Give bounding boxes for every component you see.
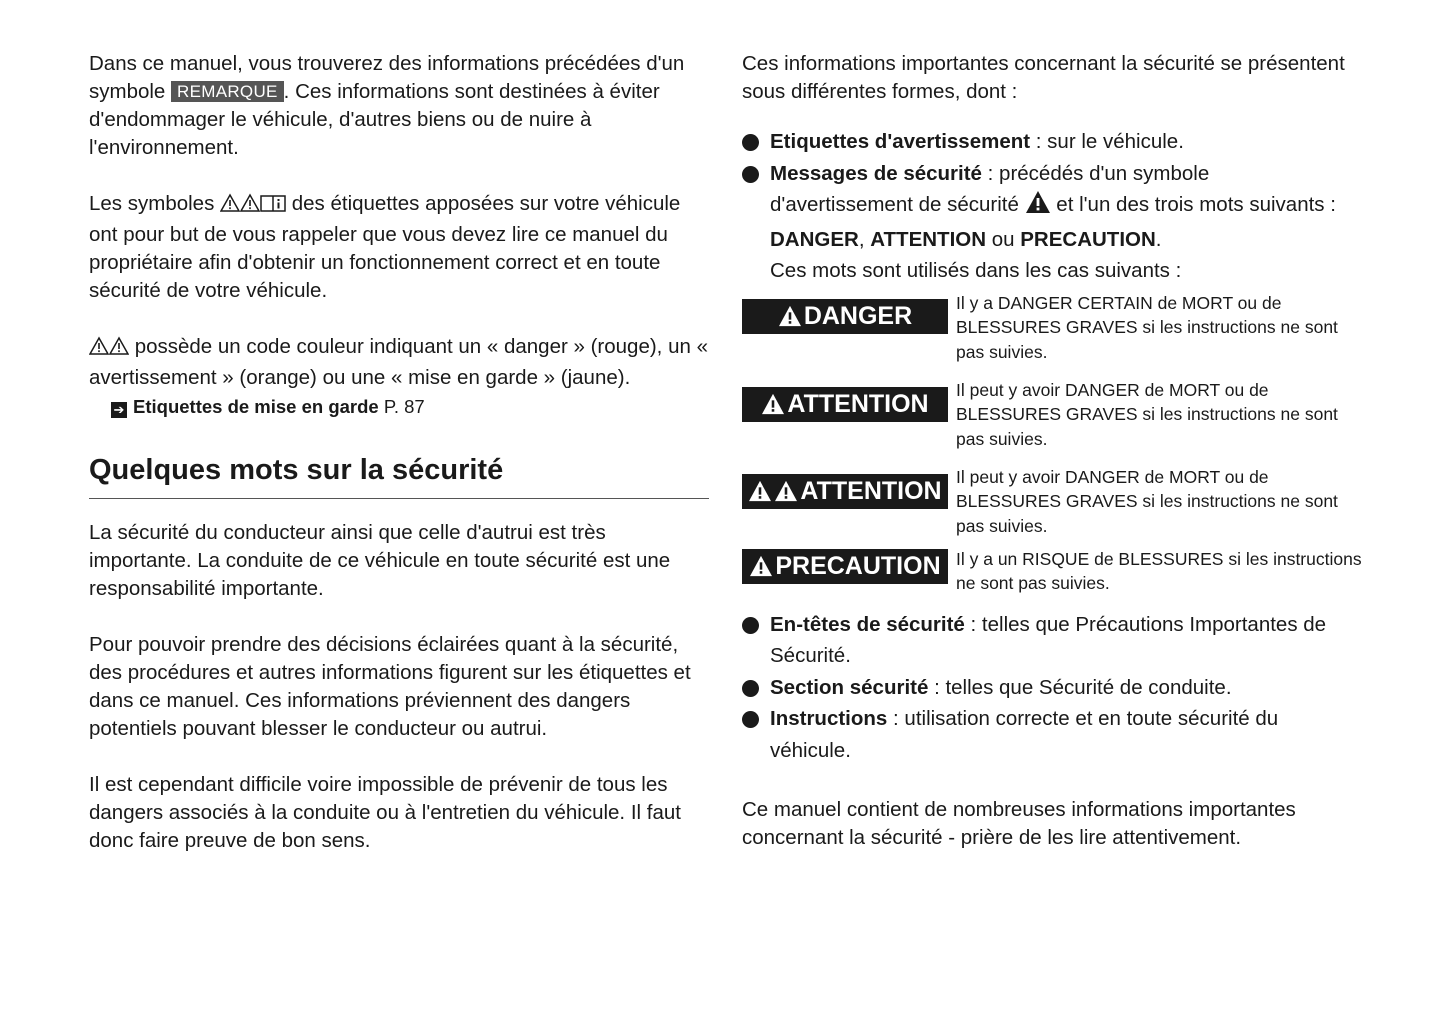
- list-item: [742, 672, 1362, 704]
- list-item-bold: Etiquettes d'avertissement: [770, 130, 1031, 153]
- xref-label[interactable]: Etiquettes de mise en garde: [133, 396, 379, 417]
- signal-description: Il peut y avoir DANGER de MORT ou de BLESSURES GRAVES si les instructions ne sont pas suivies.: [956, 379, 1338, 449]
- right-column: [742, 50, 1362, 852]
- paragraph-symbols: [89, 190, 709, 305]
- warning-outline-icon: [220, 193, 240, 221]
- section-heading: Quelques mots sur la sécurité: [89, 450, 709, 499]
- separator: .: [1155, 227, 1162, 251]
- list-item-bold: Section sécurité: [770, 675, 929, 699]
- p3-text: possède un code couleur indiquant un « danger » (rouge), un « avertissement » (orange) ou une « mise en garde » (jaune).: [89, 335, 708, 389]
- list-item-continuation: [742, 224, 1362, 256]
- cross-reference-link[interactable]: [111, 394, 709, 420]
- list-item-text: Ces mots sont utilisés dans les cas suivants :: [770, 259, 1182, 282]
- word-danger: DANGER: [770, 227, 859, 251]
- list-item: [742, 158, 1362, 190]
- signal-description: Il peut y avoir DANGER de MORT ou de BLESSURES GRAVES si les instructions ne sont pas suivies.: [956, 466, 1338, 536]
- paragraph-common-sense: Il est cependant difficile voire impossible de prévenir de tous les dangers associés à la conduite ou à l'entretien du véhicule. Il faut donc faire preuve de bon sens.: [89, 773, 681, 852]
- list-item-continuation: [742, 189, 1362, 224]
- precaution-signal-label: [742, 549, 948, 584]
- list-item: [742, 609, 1362, 672]
- attention-signal-label: [742, 387, 948, 422]
- signal-label-text: ATTENTION: [787, 389, 929, 418]
- signal-label-text: PRECAUTION: [775, 551, 941, 580]
- warning-icon: [748, 480, 772, 502]
- paragraph-remarque: [89, 50, 709, 162]
- list-item: [742, 703, 1362, 766]
- warning-outline-icon: [109, 336, 129, 364]
- list-item-bold: Instructions: [770, 707, 888, 730]
- safety-forms-list: [742, 126, 1362, 287]
- separator: ou: [986, 227, 1021, 251]
- list-item: [742, 126, 1362, 158]
- warning-outline-icon: [89, 336, 109, 364]
- paragraph-color-code: [89, 333, 709, 392]
- remarque-badge: REMARQUE: [171, 81, 284, 102]
- list-item-text: : précédés d'un symbole: [981, 161, 1210, 185]
- list-item-text: : utilisation correcte et en toute sécurité du véhicule.: [770, 707, 1279, 762]
- manual-book-icon: [260, 193, 286, 221]
- paragraph-outro: Ce manuel contient de nombreuses informations importantes concernant la sécurité - prière de les lire attentivement.: [742, 798, 1296, 849]
- warning-icon: [774, 480, 798, 502]
- paragraph-intro: Ces informations importantes concernant la sécurité se présentent sous différentes formes, dont :: [742, 52, 1345, 103]
- p2-text-after: des étiquettes apposées sur votre véhicule ont pour but de vous rappeler que vous devez lire ce manuel du propriétaire afin d'obtenir un fonctionnement correct et en toute sécurité de votre véhicule.: [89, 192, 681, 302]
- list-item-bold: En-têtes de sécurité: [770, 612, 965, 636]
- list-item-text: d'avertissement de sécurité: [770, 193, 1025, 216]
- signal-label-text: DANGER: [803, 301, 913, 330]
- separator: ,: [858, 227, 871, 251]
- list-item-text: et l'un des trois mots suivants :: [1050, 193, 1336, 216]
- warning-icon: [749, 555, 773, 577]
- warning-outline-icon: [240, 193, 260, 221]
- word-precaution: PRECAUTION: [1020, 227, 1156, 251]
- paragraph-safety-importance: La sécurité du conducteur ainsi que celle d'autrui est très importante. La conduite de ce véhicule en toute sécurité est une responsabilité importante.: [89, 521, 671, 600]
- signal-description: Il y a un RISQUE de BLESSURES si les instructions ne sont pas suivies.: [956, 548, 1362, 593]
- paragraph-informed-decisions: Pour pouvoir prendre des décisions éclairées quant à la sécurité, des procédures et autres informations figurent sur les étiquettes et dans ce manuel. Ces informations préviennent des dangers potentiels pouvant blesser le conducteur ou autrui.: [89, 633, 691, 740]
- list-item-continuation: [742, 255, 1362, 287]
- left-column: [89, 50, 709, 855]
- warning-icon: [761, 393, 785, 415]
- cross-reference-arrow-icon: ➔: [111, 402, 127, 418]
- list-item-text: : telles que Sécurité de conduite.: [928, 675, 1232, 699]
- p1-text-before: Dans ce manuel, vous trouverez des informations précédées d'un symbole: [89, 52, 685, 103]
- p2-text-before: Les symboles: [89, 192, 221, 215]
- signal-words-table: [742, 287, 1362, 609]
- warning-icon: [778, 305, 802, 327]
- warning-solid-icon: [1025, 190, 1051, 224]
- list-item-text: : sur le véhicule.: [1030, 130, 1184, 153]
- p1-text-after: . Ces informations sont destinées à éviter d'endommager le véhicule, d'autres biens ou de nuire à l'environnement.: [89, 80, 660, 159]
- word-attention: ATTENTION: [870, 227, 987, 251]
- attention-double-signal-label: [742, 474, 948, 509]
- signal-label-text: ATTENTION: [800, 476, 942, 505]
- signal-description: Il y a DANGER CERTAIN de MORT ou de BLESSURES GRAVES si les instructions ne sont pas suivies.: [956, 292, 1338, 362]
- danger-signal-label: [742, 299, 948, 334]
- safety-forms-list-continued: [742, 609, 1362, 767]
- list-item-text: : telles que Précautions Importantes de Sécurité.: [770, 612, 1327, 667]
- list-item-bold: Messages de sécurité: [770, 161, 982, 185]
- xref-page[interactable]: P. 87: [378, 396, 425, 417]
